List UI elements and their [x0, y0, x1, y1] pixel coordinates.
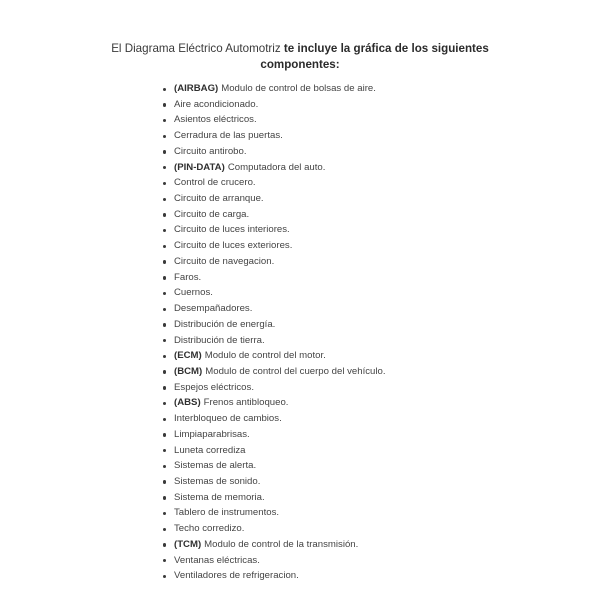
component-text: Luneta corrediza	[174, 444, 246, 456]
bullet-icon	[163, 543, 166, 546]
list-item	[161, 553, 386, 569]
component-code: (ECM)	[174, 350, 202, 362]
component-text: Modulo de control del motor.	[204, 350, 326, 362]
list-item	[161, 411, 386, 427]
list-item	[161, 254, 386, 270]
component-text: Sistemas de alerta.	[174, 460, 257, 472]
list-item	[161, 112, 386, 128]
component-text: Ventanas eléctricas.	[174, 554, 260, 566]
component-text: Interbloqueo de cambios.	[174, 413, 282, 425]
bullet-icon	[163, 323, 166, 326]
bullet-icon	[163, 339, 166, 342]
list-item	[161, 317, 386, 333]
list-item	[161, 537, 386, 553]
bullet-icon	[163, 386, 166, 389]
bullet-icon	[163, 260, 166, 263]
component-code: (TCM)	[174, 538, 202, 550]
bullet-icon	[163, 528, 166, 531]
component-text: Espejos eléctricos.	[174, 381, 254, 393]
list-item	[161, 270, 386, 286]
list-item	[161, 207, 386, 223]
bullet-icon	[163, 88, 166, 91]
bullet-icon	[163, 103, 166, 106]
component-text: Circuito de luces interiores.	[174, 224, 290, 236]
bullet-icon	[163, 308, 166, 311]
bullet-icon	[163, 559, 166, 562]
component-text: Desempañadores.	[174, 303, 253, 315]
component-text: Modulo de control del cuerpo del vehículo.	[205, 365, 386, 377]
list-item	[161, 238, 386, 254]
list-item	[161, 474, 386, 490]
bullet-icon	[163, 449, 166, 452]
component-text: Sistemas de sonido.	[174, 475, 261, 487]
list-item	[161, 568, 386, 584]
list-item	[161, 348, 386, 364]
bullet-icon	[163, 575, 166, 578]
component-text: Circuito de navegacion.	[174, 255, 275, 267]
list-item	[161, 81, 386, 97]
component-text: Asientos eléctricos.	[174, 114, 257, 126]
list-item	[161, 427, 386, 443]
list-item	[161, 443, 386, 459]
component-text: Techo corredizo.	[174, 523, 245, 535]
intro-paragraph	[110, 41, 490, 73]
component-text: Distribución de tierra.	[174, 334, 265, 346]
list-item	[161, 97, 386, 113]
component-text: Limpiaparabrisas.	[174, 428, 250, 440]
component-text: Circuito de arranque.	[174, 193, 264, 205]
bullet-icon	[163, 213, 166, 216]
bullet-icon	[163, 150, 166, 153]
bullet-icon	[163, 182, 166, 185]
list-item	[161, 191, 386, 207]
component-code: (ABS)	[174, 397, 201, 409]
bullet-icon	[163, 496, 166, 499]
list-item	[161, 490, 386, 506]
component-text: Faros.	[174, 271, 202, 283]
intro-bold-text: te incluye la gráfica de los siguientes componentes:	[260, 42, 489, 71]
list-item	[161, 222, 386, 238]
bullet-icon	[163, 465, 166, 468]
component-code: (PIN-DATA)	[174, 161, 225, 173]
list-item	[161, 364, 386, 380]
component-text: Cerradura de las puertas.	[174, 130, 283, 142]
bullet-icon	[163, 135, 166, 138]
component-text: Tablero de instrumentos.	[174, 507, 280, 519]
list-item	[161, 505, 386, 521]
list-item	[161, 285, 386, 301]
component-text: Sistema de memoria.	[174, 491, 265, 503]
list-item	[161, 521, 386, 537]
list-item	[161, 458, 386, 474]
component-text: Ventiladores de refrigeracion.	[174, 570, 299, 582]
list-item	[161, 175, 386, 191]
component-text: Distribución de energía.	[174, 318, 276, 330]
bullet-icon	[163, 166, 166, 169]
intro-text: El Diagrama Eléctrico Automotriz	[111, 42, 284, 55]
list-item	[161, 301, 386, 317]
list-item	[161, 128, 386, 144]
bullet-icon	[163, 433, 166, 436]
component-text: Circuito antirobo.	[174, 145, 247, 157]
list-item	[161, 160, 386, 176]
component-code: (AIRBAG)	[174, 83, 219, 94]
bullet-icon	[163, 276, 166, 279]
bullet-icon	[163, 418, 166, 421]
list-item	[161, 395, 386, 411]
list-item	[161, 333, 386, 349]
list-item	[161, 380, 386, 396]
component-list	[161, 81, 386, 584]
component-text: Cuernos.	[174, 287, 213, 299]
bullet-icon	[163, 370, 166, 373]
list-item	[161, 144, 386, 160]
bullet-icon	[163, 198, 166, 201]
component-text: Modulo de control de la transmisión.	[204, 538, 359, 550]
component-code: (BCM)	[174, 365, 203, 377]
bullet-icon	[163, 245, 166, 248]
component-text: Computadora del auto.	[227, 161, 326, 173]
bullet-icon	[163, 229, 166, 232]
bullet-icon	[163, 512, 166, 515]
component-text: Control de crucero.	[174, 177, 256, 189]
bullet-icon	[163, 480, 166, 483]
bullet-icon	[163, 292, 166, 295]
component-text: Circuito de luces exteriores.	[174, 240, 293, 252]
bullet-icon	[163, 402, 166, 405]
bullet-icon	[163, 355, 166, 358]
bullet-icon	[163, 119, 166, 122]
component-text: Frenos antibloqueo.	[203, 397, 289, 409]
component-text: Modulo de control de bolsas de aire.	[221, 83, 376, 94]
component-text: Aire acondicionado.	[174, 98, 259, 110]
component-text: Circuito de carga.	[174, 208, 250, 220]
